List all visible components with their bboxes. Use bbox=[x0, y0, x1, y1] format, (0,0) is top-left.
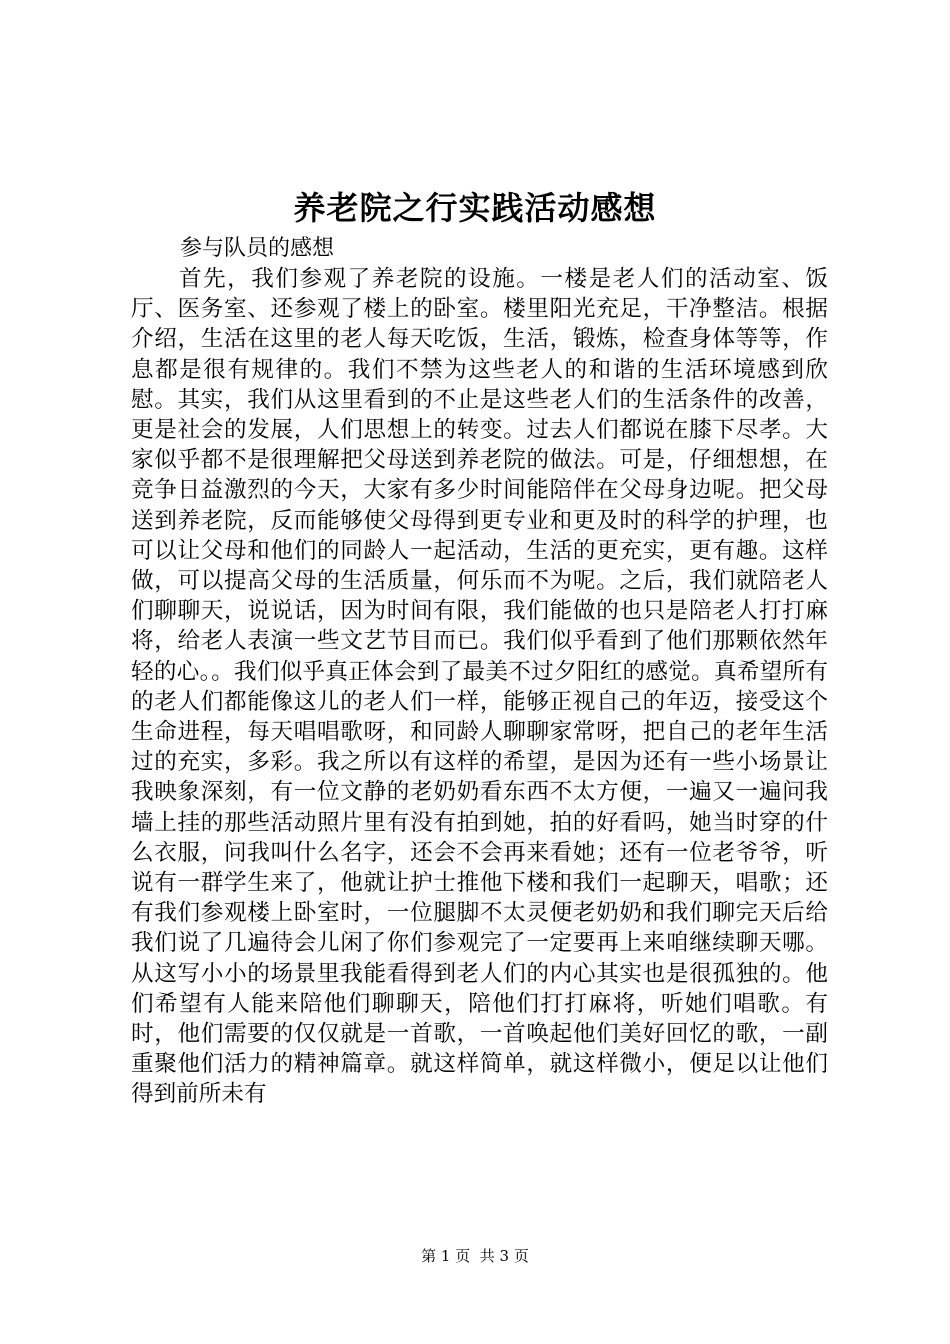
document-title: 养老院之行实践活动感想 bbox=[293, 189, 657, 227]
body-paragraph: 首先，我们参观了养老院的设施。一楼是老人们的活动室、饭厅、医务室、还参观了楼上的卧室。楼里阳光充足，干净整洁。根据介绍，生活在这里的老人每天吃饭，生活，锻炼，检查身体等等，作息都是很有规律的。我们不禁为这些老人的和谐的生活环境感到欣慰。其实，我们从这里看到的不止是这些老人们的生活条件的改善，更是社会的发展，人们思想上的转变。过去人们都说在膝下尽孝。大家似乎都不是很理解把父母送到养老院的做法。可是，仔细想想，在竞争日益激烈的今天，大家有多少时间能陪伴在父母身边呢。把父母送到养老院，反而能够使父母得到更专业和更及时的科学的护理，也可以让父母和他们的同龄人一起活动，生活的更充实，更有趣。这样做，可以提高父母的生活质量，何乐而不为呢。之后，我们就陪老人们聊聊天，说说话，因为时间有限，我们能做的也只是陪老人打打麻将，给老人表演一些文艺节目而已。我们似乎看到了他们那颗依然年轻的心。。我们似乎真正体会到了最美不过夕阳红的感觉。真希望所有的老人们都能像这儿的老人们一样，能够正视自己的年迈，接受这个生命进程，每天唱唱歌呀，和同龄人聊聊家常呀，把自己的老年生活过的充实，多彩。我之所以有这样的希望，是因为还有一些小场景让我映象深刻，有一位文静的老奶奶看东西不太方便，一遍又一遍问我墙上挂的那些活动照片里有没有拍到她，拍的好看吗，她当时穿的什么衣服，问我叫什么名字，还会不会再来看她；还有一位老爷爷，听说有一群学生来了，他就让护士推他下楼和我们一起聊天，唱歌；还有我们参观楼上卧室时，一位腿脚不太灵便老奶奶和我们聊完天后给我们说了几遍待会儿闲了你们参观完了一定要再上来咱继续聊天哪。从这写小小的场景里我能看得到老人们的内心其实也是很孤独的。他们希望有人能来陪他们聊聊天，陪他们打打麻将，听她们唱歌。有时，他们需要的仅仅就是一首歌，一首唤起他们美好回忆的歌，一副重聚他们活力的精神篇章。就这样简单，就这样微小，便足以让他们得到前所未有 bbox=[131, 266, 828, 1108]
page-footer bbox=[0, 1246, 950, 1266]
page-number: 第 1 页 bbox=[421, 1247, 471, 1265]
footer-spacer bbox=[470, 1247, 480, 1265]
document-subtitle: 参与队员的感想 bbox=[180, 236, 335, 261]
page-total: 共 3 页 bbox=[479, 1247, 529, 1265]
